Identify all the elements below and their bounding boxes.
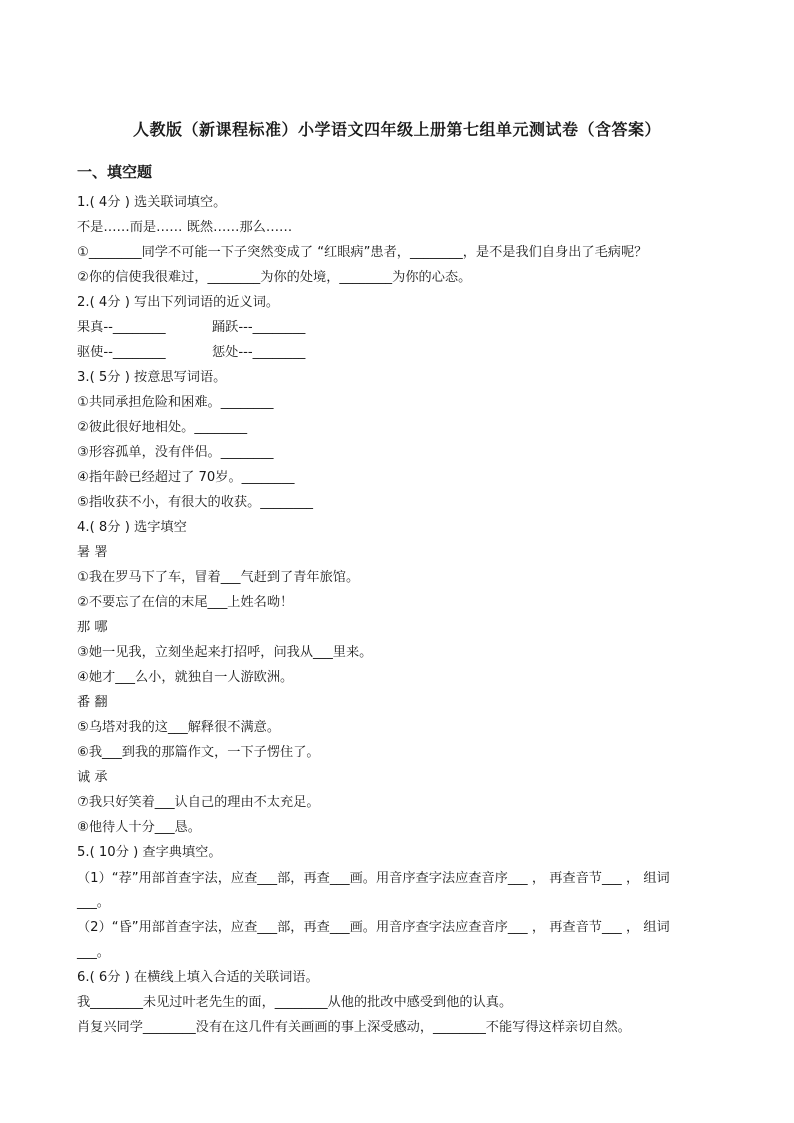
question-4-item-3: ③她一见我，立刻坐起来打招呼，问我从___里来。 <box>77 645 373 660</box>
question-2-word-3: 驱使--________ <box>77 345 166 360</box>
question-3-header: 3.( 5分 ) 按意思写词语。 <box>77 370 227 385</box>
question-6-item-2: 肖复兴同学________没有在这几件有关画画的事上深受感动，________不能写得这样亲切自然。 <box>77 1020 631 1035</box>
question-1-item-1: ①________同学不可能一下子突然变成了 “红眼病”患者，________，是不是我们自身出了毛病呢？ <box>77 245 648 260</box>
question-3-item-1: ①共同承担危险和困难。________ <box>77 395 274 410</box>
question-4-char-pair-1: 暑 署 <box>77 545 108 560</box>
question-5-item-1: （1）“荐”用部首查字法，应查___部，再查___画。用音序查字法应查音序___ ， 再查音节___ ， 组词 <box>77 871 670 886</box>
question-3-item-4: ④指年龄已经超过了 70岁。________ <box>77 470 295 485</box>
question-5-header: 5.( 10分 ) 查字典填空。 <box>77 845 222 860</box>
question-4-item-8: ⑧他待人十分___恳。 <box>77 820 201 835</box>
document-title: 人教版（新课程标准）小学语文四年级上册第七组单元测试卷（含答案） <box>132 120 661 139</box>
section-heading: 一、填空题 <box>77 163 153 181</box>
question-4-header: 4.( 8分 ) 选字填空 <box>77 520 187 535</box>
question-6-item-1: 我________未见过叶老先生的面，________从他的批改中感受到他的认真。 <box>77 995 513 1010</box>
question-5-item-2-cont: ___。 <box>77 945 110 960</box>
question-3-item-2: ②彼此很好地相处。________ <box>77 420 248 435</box>
question-3-item-3: ③形容孤单，没有伴侣。________ <box>77 445 274 460</box>
question-4-item-2: ②不要忘了在信的末尾___上姓名呦！ <box>77 595 294 610</box>
question-3-item-5: ⑤指收获不小，有很大的收获。________ <box>77 495 314 510</box>
question-1-item-2: ②你的信使我很难过，________为你的处境，________为你的心态。 <box>77 270 472 285</box>
question-2-word-4: 惩处---________ <box>212 345 306 360</box>
question-1-options: 不是……而是…… 既然……那么…… <box>77 220 293 235</box>
question-2-word-2: 踊跃---________ <box>212 320 306 335</box>
question-4-char-pair-2: 那 哪 <box>77 620 108 635</box>
question-4-item-6: ⑥我___到我的那篇作文，一下子愣住了。 <box>77 745 320 760</box>
question-4-char-pair-3: 番 翻 <box>77 695 108 710</box>
question-4-item-7: ⑦我只好笑着___认自己的理由不太充足。 <box>77 795 320 810</box>
question-2-header: 2.( 4分 ) 写出下列词语的近义词。 <box>77 295 280 310</box>
question-4-item-4: ④她才___么小，就独自一人游欧洲。 <box>77 670 294 685</box>
question-4-char-pair-4: 诚 承 <box>77 770 108 785</box>
question-4-item-5: ⑤乌塔对我的这___解释很不满意。 <box>77 720 281 735</box>
question-6-header: 6.( 6分 ) 在横线上填入合适的关联词语。 <box>77 970 319 985</box>
question-1-header: 1.( 4分 ) 选关联词填空。 <box>77 195 227 210</box>
question-2-word-1: 果真--________ <box>77 320 166 335</box>
question-5-item-2: （2）“昏”用部首查字法，应查___部，再查___画。用音序查字法应查音序___ ， 再查音节___ ， 组词 <box>77 920 670 935</box>
question-4-item-1: ①我在罗马下了车，冒着___气赶到了青年旅馆。 <box>77 570 360 585</box>
question-5-item-1-cont: ___。 <box>77 895 110 910</box>
